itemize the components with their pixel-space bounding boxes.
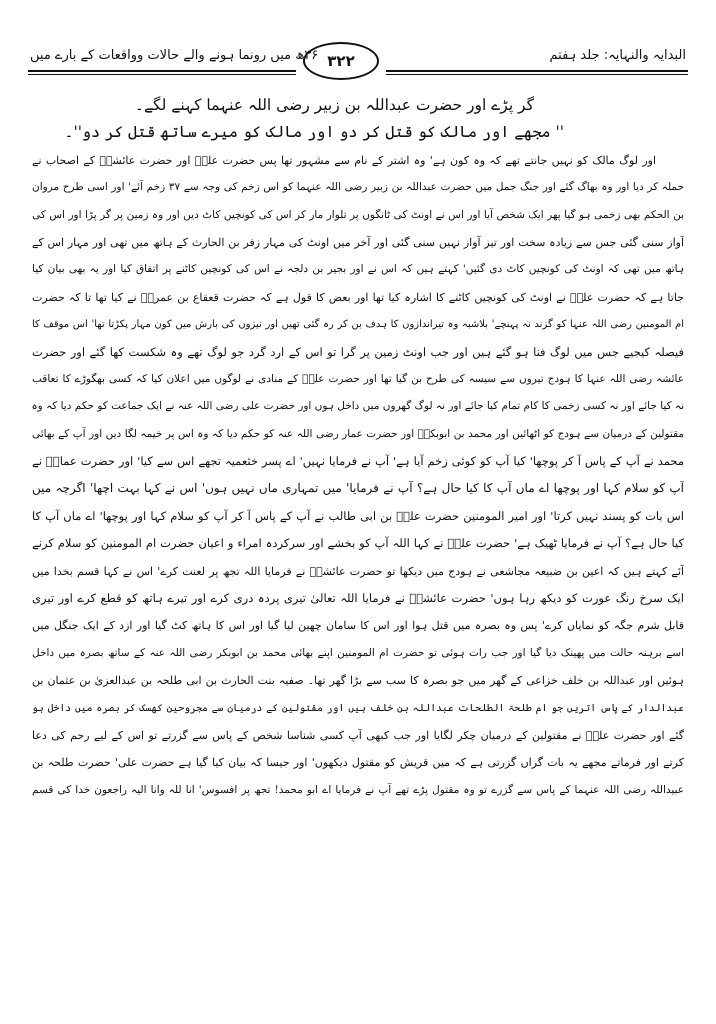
page-header (28, 42, 688, 82)
text-line: ایک سرخ رنگ عورت کو دیکھ رہا ہوں' حضرت عائشہؓ نے فرمایا اللہ تعالیٰ تیری پردہ دری کرے اور تیرے ہاتھ کو قطع کرے اور تیری (32, 591, 684, 606)
text-line: حملہ کر دیا اور وہ بھاگ گئے اور جنگ جمل میں حضرت عبداللہ بن زبیر رضی اللہ عنہما کو اس زخم کی وجہ سے ۳۷ زخم آئے' اور اسی طرح مروان (32, 181, 684, 194)
text-line: '' مجھے اور مالک کو قتل کر دو اور مالک کو میرے ساتھ قتل کر دو''۔ (64, 123, 564, 142)
text-line: قابل شرم جگہ کو نمایاں کرے' پس وہ بصرہ میں قتل ہوا اور اس کا سامان چھین لیا گیا اور اس کا ہاتھ کٹ گیا اور ازد کے ایک جنگل میں (32, 619, 684, 633)
text-line: آواز سنی گئی جس سے زیادہ سخت اور تیز آواز نہیں سنی گئی اور آخر میں اونٹ کی مہار زفر بن الحارث کے ہاتھ میں تھی اور مہار اس کے (32, 235, 684, 249)
book-title: البدایہ والنہایہ: جلد ہفتم (549, 48, 686, 63)
text-line: اور لوگ مالک کو نہیں جانتے تھے کہ وہ کون ہے' وہ اشتر کے نام سے مشہور تھا پس حضرت علیؓ اور حضرت عائشہؓ کے اصحاب نے (32, 153, 656, 167)
text-line: عبدالدار کے پاس اتریں جو ام طلحۃ الطلحات عبداللہ بن خلف ہیں اور مقتولین کے درمیان سے مجروحین کھسک کر بصرہ میں داخل ہو (32, 702, 684, 714)
text-line: مقتولین کے درمیان سے ہودج کو اٹھائیں اور محمد بن ابوبکرؓ اور حضرت عمار رضی اللہ عنہ کو حکم دیا کہ وہ اس پر خیمہ لگا دیں اور آپ کے بھائی (32, 427, 684, 440)
text-line: کرتے اور فرماتے مجھے یہ بات گراں گزرتی ہے کہ میں قریش کو مقتول دیکھوں' اور جیسا کہ بیان کیا گیا ہے حضرت علی' حضرت طلحہ بن (32, 756, 684, 770)
text-line: آئے کہتے ہیں کہ اعین بن ضبیعہ مجاشعی نے ہودج میں دیکھا تو حضرت عائشہؓ نے فرمایا اللہ تجھ پر لعنت کرے' اس نے کہا قسم بخدا میں (32, 564, 684, 578)
header-rule-left (28, 70, 296, 75)
header-rule-right (386, 70, 688, 75)
text-line: گر پڑے اور حضرت عبداللہ بن زبیر رضی اللہ عنہما کہنے لگے۔ (134, 96, 534, 114)
text-line: ہوئیں اور عبداللہ بن خلف خزاعی کے گھر میں جو بصرہ کا سب سے بڑا گھر تھا۔ صفیہ بنت الحارث بن ابی طلحہ بن عبدالعزیٰ بن عثمان بن (32, 674, 684, 688)
text-line: کیا حال ہے؟ آپ نے فرمایا ٹھیک ہے' حضرت علیؓ نے کہا اللہ آپ کو بخشے اور سرکردہ امراء و اعیان حضرت ام المومنین کو سلام کرنے (32, 536, 684, 551)
page-number: ۳۲۲ (303, 42, 379, 80)
text-line: ہاتھ میں تھی کہ اونٹ کی کونچیں کاٹ دی گئیں' کہتے ہیں کہ اس نے اور بجیر بن دلجہ نے اس کی کونچیں کاٹنے پر اتفاق کیا اور یہ بھی بیان کیا (32, 263, 684, 276)
text-line: عائشہ رضی اللہ عنہا کا ہودج تیروں سے سیسہ کی طرح بن گیا تھا اور حضرت علیؓ کے منادی نے لوگوں میں اعلان کیا کہ کسی بھگوڑے کا تعاقب (32, 372, 684, 385)
text-line: اسے برہنہ حالت میں پھینک دیا گیا اور جب رات ہوئی تو حضرت ام المومنین اپنے بھائی محمد بن ابوبکر رضی اللہ عنہ کے ساتھ بصرہ میں داخل (32, 646, 684, 659)
text-line: محمد نے آپ کے پاس آ کر پوچھا' کیا آپ کو کوئی زخم آیا ہے' آپ نے فرمایا نہیں' اے پسر خثعمیہ تجھے اس سے کیا' اور حضرت عمارؓ نے (32, 454, 684, 469)
text-line: بن الحکم بھی زخمی ہو گیا پھر ایک شخص آیا اور اس نے اونٹ کی ٹانگوں پر تلوار مار کر اس کی کونچیں کاٹ دیں اور وہ زمین پر گر پڑا اور اس کی (32, 208, 684, 221)
text-line: آپ کو سلام کہا اور پوچھا اے ماں آپ کا کیا حال ہے؟ آپ نے فرمایا' میں تمہاری ماں نہیں ہوں' اس نے کہا بہت اچھا' اگرچہ میں (32, 481, 684, 496)
text-line: اس بات کو پسند نہیں کرتا' اور امیر المومنین حضرت علیؓ بن ابی طالب نے آپ کے پاس آ کر آپ کو سلام کہا اور پوچھا' اے ماں آپ کا (32, 508, 684, 523)
chapter-title: ۳۶ھ میں رونما ہونے والے حالات وواقعات کے بارے میں (30, 48, 319, 63)
text-line: فیصلہ کیجیے جس میں لوگ فنا ہو گئے ہیں اور جب اونٹ زمین پر گرا تو اس کے ارد گرد جو لوگ تھے وہ شکست کھا گئے اور حضرت (32, 344, 684, 359)
page-body (32, 92, 684, 804)
text-line: جاتا ہے کہ حضرت علیؓ نے اونٹ کی کونچیں کاٹنے کا اشارہ کیا تھا اور بعض کا قول ہے کہ حضرت قعقاع بن عمروؓ نے کیا تھا تا کہ حضرت (32, 290, 684, 304)
text-line: ام المومنین رضی اللہ عنہا کو گزند نہ پہنچے' بلاشبہ وہ تیراندازوں کا ہدف بن کر رہ گئی تھیں اور نیزوں کی بارش میں کون مہار پکڑتا تھا' اس موقف کا (32, 319, 684, 331)
text-line: نہ کیا جائے اور نہ کسی زخمی کا کام تمام کیا جائے اور نہ لوگ گھروں میں داخل ہوں اور حضرت علی رضی اللہ عنہ نے ایک جماعت کو حکم دیا کہ وہ (32, 400, 684, 413)
text-line: عبیداللہ رضی اللہ عنہما کے پاس سے گزرے تو وہ مقتول پڑے تھے آپ نے فرمایا اے ابو محمد! تجھ پر افسوس' انا للہ وانا الیہ راجعون خدا کی قسم (32, 783, 684, 796)
text-line: گئے اور حضرت علیؓ نے مقتولین کے درمیان چکر لگایا اور جب کبھی آپ کسی شناسا شخص کے پاس سے گزرتے تو اس کے لیے رحم کی دعا (32, 728, 684, 742)
